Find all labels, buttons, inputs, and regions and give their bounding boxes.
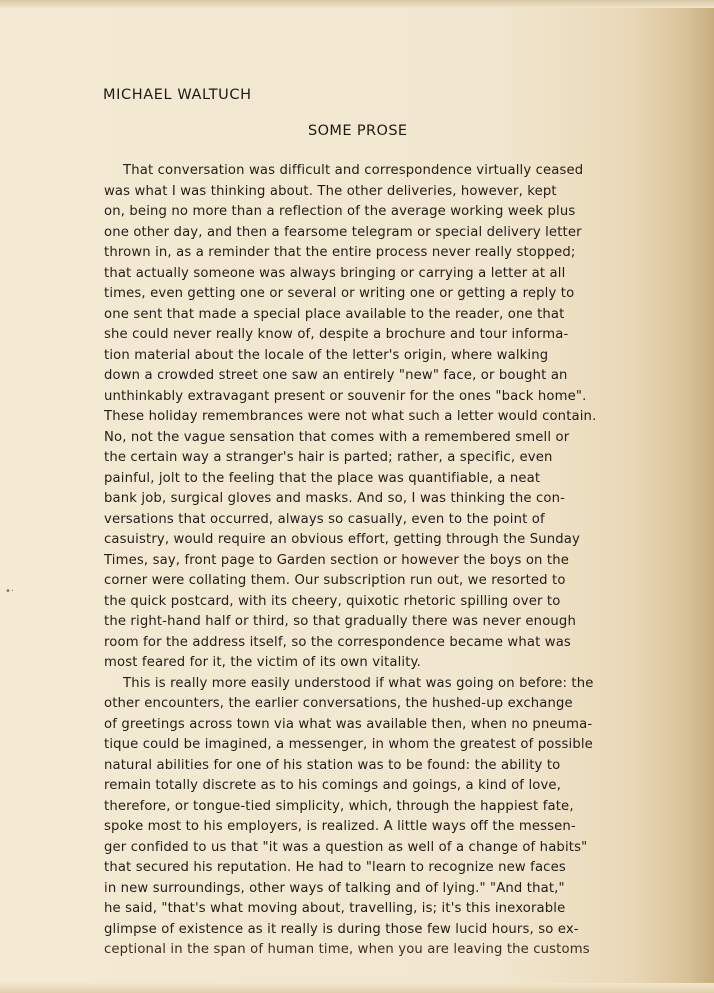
text-line: remain totally discrete as to his comings and goings, a kind of love, [104, 778, 562, 793]
text-line: Times, say, front page to Garden section or however the boys on the [104, 552, 569, 568]
text-line: natural abilities for one of his station was to be found: the ability to [104, 757, 561, 773]
text-line: he said, "that's what moving about, travelling, is; it's this inexorable [104, 901, 566, 916]
text-line: that secured his reputation. He had to "learn to recognize new faces [104, 860, 566, 875]
text-line: one sent that made a special place available to the reader, one that [104, 306, 565, 322]
text-line: That conversation was difficult and correspondence virtually ceased [123, 163, 584, 178]
text-line: glimpse of existence as it really is during those few lucid hours, so ex- [104, 921, 579, 937]
text-line: down a crowded street one saw an entirely "new" face, or bought an [104, 368, 568, 383]
text-line: ceptional in the span of human time, when you are leaving the customs [104, 942, 590, 957]
text-line: the certain way a stranger's hair is parted; rather, a specific, even [104, 450, 553, 465]
prose-body [104, 161, 599, 961]
text-line: tion material about the locale of the letter's origin, where walking [104, 347, 549, 363]
text-line: times, even getting one or several or writing one or getting a reply to [104, 286, 575, 301]
text-line: room for the address itself, so the correspondence became what was [104, 634, 571, 650]
text-line: on, being no more than a reflection of the average working week plus [104, 204, 576, 219]
text-line: unthinkably extravagant present or souvenir for the ones "back home". [104, 388, 587, 404]
text-line: thrown in, as a reminder that the entire process never really stopped; [104, 245, 576, 260]
text-line: painful, jolt to the feeling that the place was quantifiable, a neat [104, 470, 541, 486]
text-line: of greetings across town via what was available then, when no pneuma- [104, 716, 593, 732]
text-line: These holiday remembrances were not what such a letter would contain. [104, 409, 597, 424]
text-line: bank job, surgical gloves and masks. And so, I was thinking the con- [104, 491, 566, 506]
text-line: she could never really know of, despite a brochure and tour informa- [104, 327, 569, 342]
text-line: other encounters, the earlier conversations, the hushed-up exchange [104, 696, 573, 711]
text-line: ger confided to us that "it was a question as well of a change of habits" [104, 839, 588, 855]
piece-title: SOME PROSE [308, 123, 408, 139]
paragraph-2 [104, 674, 599, 961]
paragraph-1 [104, 161, 599, 674]
text-line: in new surroundings, other ways of talking and of lying." "And that," [104, 880, 565, 896]
text-line: was what I was thinking about. The other deliveries, however, kept [104, 183, 557, 199]
text-line: the right-hand half or third, so that gradually there was never enough [104, 614, 576, 629]
text-line: therefore, or tongue-tied simplicity, which, through the happiest fate, [104, 798, 574, 814]
text-line: tique could be imagined, a messenger, in whom the greatest of possible [104, 737, 593, 752]
page-top-edge [0, 0, 714, 8]
text-line: This is really more easily understood if what was going on before: the [123, 675, 594, 691]
margin-mark: •· [5, 586, 15, 597]
text-line: No, not the vague sensation that comes with a remembered smell or [104, 429, 570, 445]
author-name: MICHAEL WALTUCH [103, 87, 252, 103]
text-line: most feared for it, the victim of its own vitality. [104, 655, 421, 670]
text-line: spoke most to his employers, is realized. A little ways off the messen- [104, 819, 576, 834]
page-bottom-edge [0, 983, 714, 993]
text-line: versations that occurred, always so casually, even to the point of [104, 511, 545, 527]
text-line: corner were collating them. Our subscription run out, we resorted to [104, 573, 566, 588]
text-line: the quick postcard, with its cheery, quixotic rhetoric spilling over to [104, 593, 561, 609]
text-line: casuistry, would require an obvious effort, getting through the Sunday [104, 532, 580, 547]
text-line: one other day, and then a fearsome telegram or special delivery letter [104, 224, 582, 240]
text-line: that actually someone was always bringing or carrying a letter at all [104, 265, 566, 281]
